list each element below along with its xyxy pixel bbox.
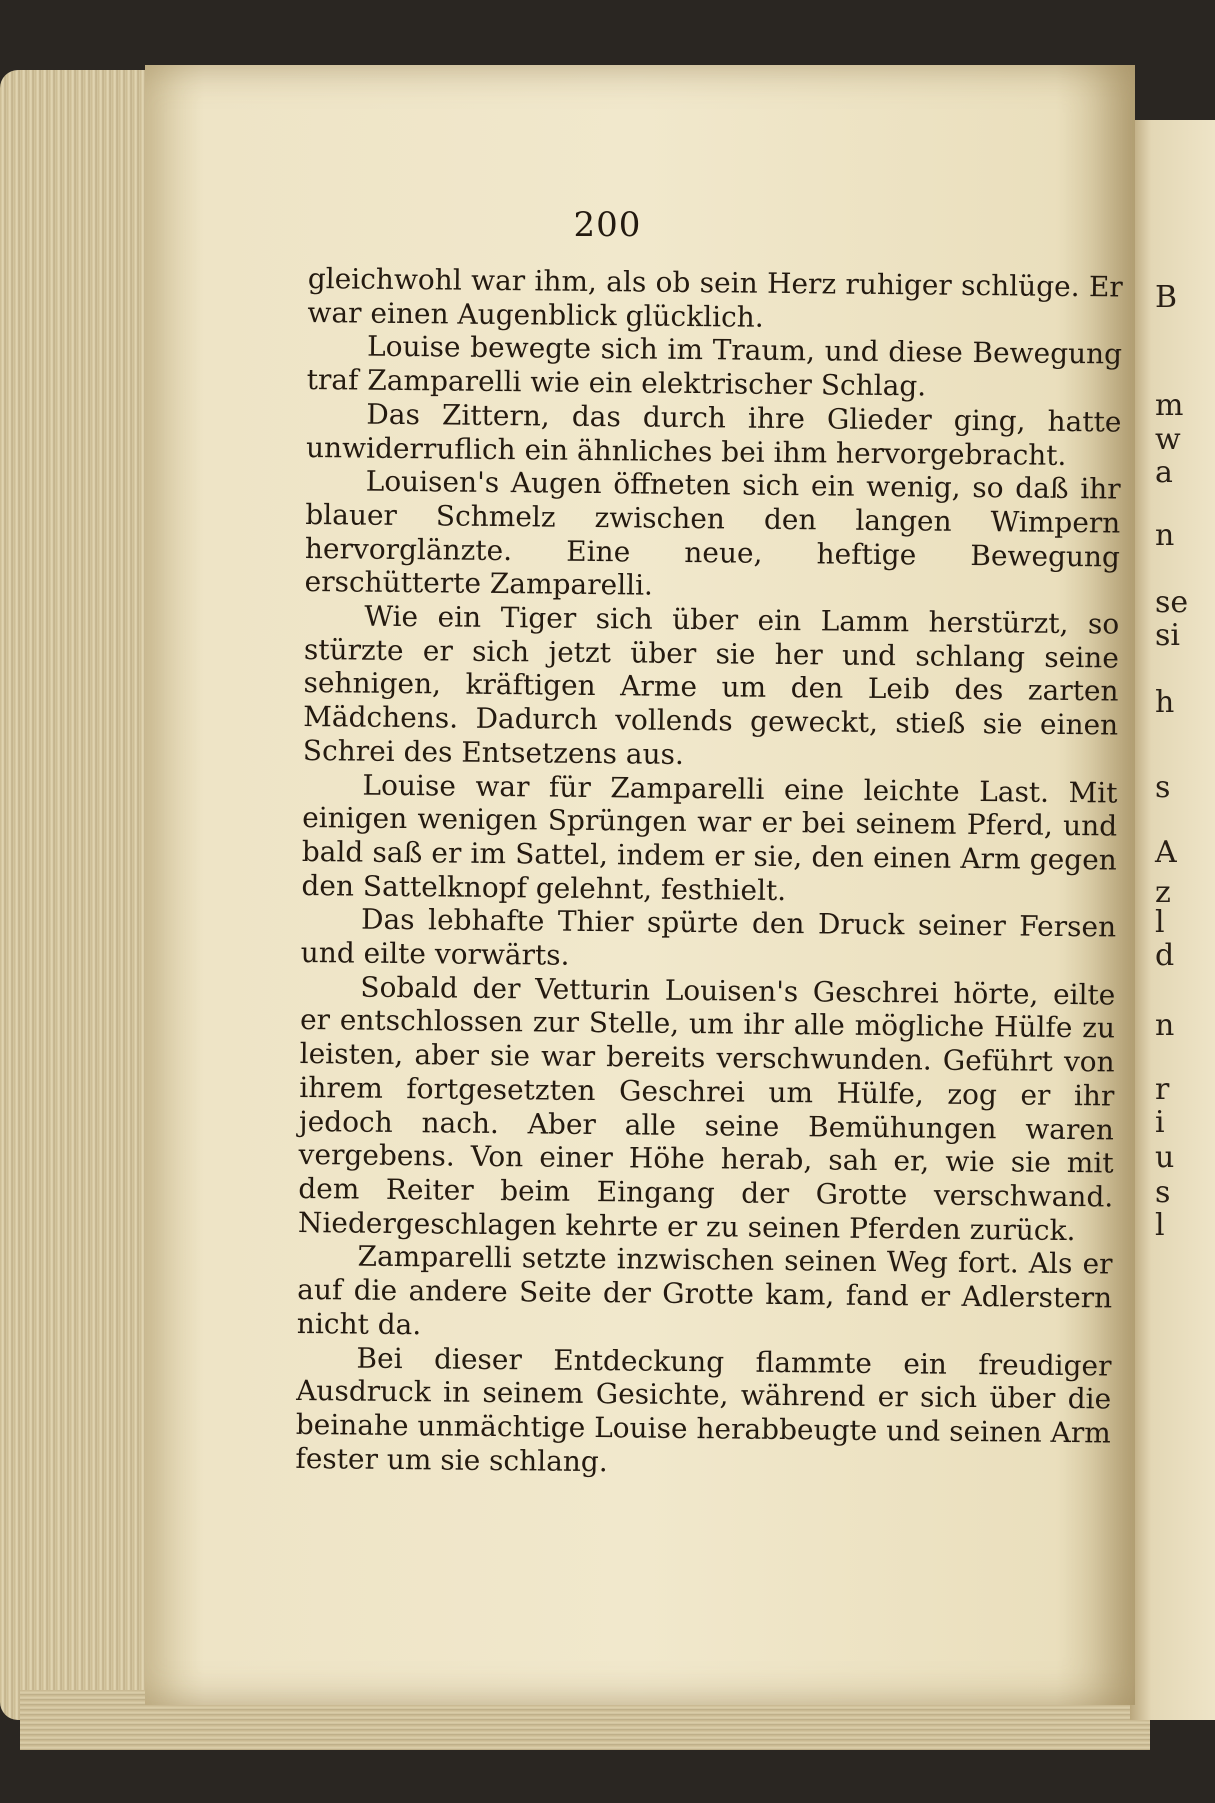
facing-page-fragment: z: [1155, 875, 1171, 910]
paragraph: gleichwohl war ihm, als ob sein Herz ruhiger schlüge. Er war einen Augenblick glücklich.: [307, 262, 1123, 334]
facing-page-fragment: A: [1155, 835, 1177, 870]
paragraph: Wie ein Tiger sich über ein Lamm herstürzt, so stürzte er sich jetzt über sie her und schlang seine sehnigen, kräftigen Arme um den Leib des zarten Mädchens. Dadurch vollends geweckt, stieß sie einen Schrei des Entsetzens aus.: [302, 599, 1120, 771]
paragraph: Sobald der Vetturin Louisen's Geschrei hörte, eilte er entschlossen zur Stelle, um ihr alle mögliche Hülfe zu leisten, aber sie war bereits verschwunden. Geführt von ihrem fortgesetzten Geschrei um Hülfe, zog er ihr jedoch nach. Aber alle seine Bemühungen waren vergebens. Von einer Höhe herab, sah er, wie sie mit dem Reiter beim Eingang der Grotte verschwand. Niedergeschlagen kehrte er zu seinen Pferden zurück.: [297, 970, 1116, 1247]
facing-page-fragment: l: [1155, 1208, 1165, 1243]
facing-page-fragment: s: [1155, 770, 1171, 805]
paragraph: Das Zittern, das durch ihre Glieder ging, hatte unwiderruflich ein ähnliches bei ihm hervorgebracht.: [305, 397, 1122, 472]
facing-page-fragment: i: [1155, 1105, 1165, 1140]
facing-page-fragment: n: [1155, 518, 1175, 553]
facing-page-fragment: h: [1155, 685, 1175, 720]
facing-page-fragment: l: [1155, 905, 1165, 940]
facing-page: [1130, 120, 1215, 1720]
facing-page-fragment: m: [1155, 388, 1184, 423]
paragraph: Bei dieser Entdeckung flammte ein freudiger Ausdruck in seinem Gesichte, während er sich über die beinahe unmächtige Louise herabbeugte und seinen Arm fester um sie schlang.: [295, 1341, 1112, 1478]
facing-page-fragment: n: [1155, 1008, 1175, 1043]
facing-page-fragment: si: [1155, 618, 1180, 653]
facing-page-fragment: w: [1155, 422, 1181, 457]
facing-page-fragment: r: [1155, 1072, 1170, 1107]
paragraph: Das lebhafte Thier spürte den Druck seiner Fersen und eilte vorwärts.: [300, 902, 1117, 972]
facing-page-fragment: d: [1155, 938, 1175, 973]
paragraph: Louisen's Augen öffneten sich ein wenig, so daß ihr blauer Schmelz zwischen den langen Wimpern hervorglänzte. Eine neue, heftige Bewegung erschütterte Zamparelli.: [304, 464, 1121, 602]
facing-page-fragment: se: [1155, 585, 1189, 620]
facing-page-fragment: B: [1155, 280, 1178, 315]
paragraph: Zamparelli setzte inzwischen seinen Weg fort. Als er auf die andere Seite der Grotte kam, fand er Adlerstern nicht da.: [296, 1239, 1113, 1342]
facing-page-fragment: a: [1155, 455, 1173, 490]
paragraph: Louise bewegte sich im Traum, und diese Bewegung traf Zamparelli wie ein elektrischer Schlag.: [306, 330, 1123, 403]
page-number: 200: [573, 205, 642, 245]
page-body-text: [295, 262, 1123, 1484]
facing-page-fragment: s: [1155, 1175, 1171, 1210]
facing-page-fragment: u: [1155, 1140, 1175, 1175]
paragraph: Louise war für Zamparelli eine leichte Last. Mit einigen wenigen Sprüngen war er bei seinem Pferd, und bald saß er im Sattel, indem er sie, den einen Arm gegen den Sattelknopf gelehnt, festhielt.: [301, 768, 1118, 907]
book-page-edges: [0, 70, 150, 1720]
